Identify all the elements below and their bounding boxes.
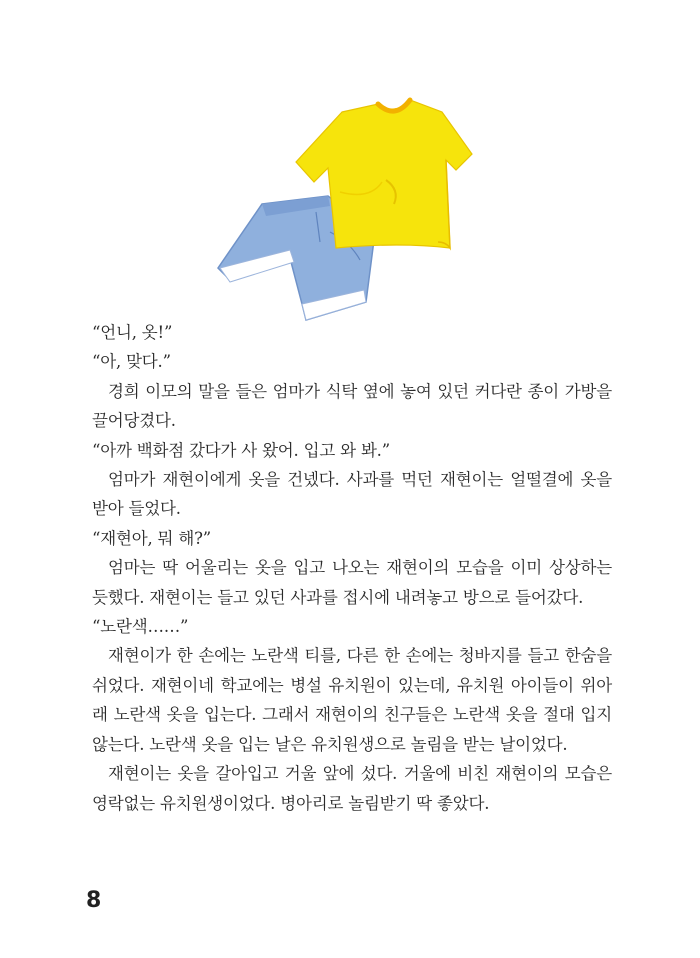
- dialog-line: “언니, 옷!”: [92, 323, 173, 342]
- dialog-line: “노란색……”: [92, 617, 189, 637]
- story-text: [92, 318, 612, 818]
- clothes-illustration: [210, 92, 480, 332]
- narration-paragraph: 엄마가 재현이에게 옷을 건넸다. 사과를 먹던 재현이는 얼떨결에 옷을 받아 들었다.: [92, 470, 612, 519]
- narration-paragraph: 엄마는 딱 어울리는 옷을 입고 나오는 재현이의 모습을 이미 상상하는 듯했다. 재현이는 들고 있던 사과를 접시에 내려놓고 방으로 들어갔다.: [92, 558, 612, 607]
- page-number: 8: [86, 888, 102, 913]
- narration-paragraph: 재현이는 옷을 갈아입고 거울 앞에 섰다. 거울에 비친 재현이의 모습은 영락없는 유치원생이었다. 병아리로 놀림받기 딱 좋았다.: [92, 764, 612, 813]
- narration-paragraph: 재현이가 한 손에는 노란색 티를, 다른 한 손에는 청바지를 들고 한숨을 쉬었다. 재현이네 학교에는 병설 유치원이 있는데, 유치원 아이들이 위아래 노란색 옷을 입는다. 그래서 재현이의 친구들은 노란색 옷을 절대 입지 않는다. 노란색 옷을 입는 날은 유치원생으로 놀림을 받는 날이었다.: [92, 646, 612, 754]
- dialog-line: “아, 맞다.”: [92, 352, 171, 372]
- narration-paragraph: 경희 이모의 말을 들은 엄마가 식탁 옆에 놓여 있던 커다란 종이 가방을 끌어당겼다.: [92, 381, 612, 431]
- dialog-line: “아까 백화점 갔다가 사 왔어. 입고 와 봐.”: [92, 440, 390, 460]
- clothes-drawing: [210, 92, 480, 332]
- dialog-line: “재현아, 뭐 해?”: [92, 528, 211, 548]
